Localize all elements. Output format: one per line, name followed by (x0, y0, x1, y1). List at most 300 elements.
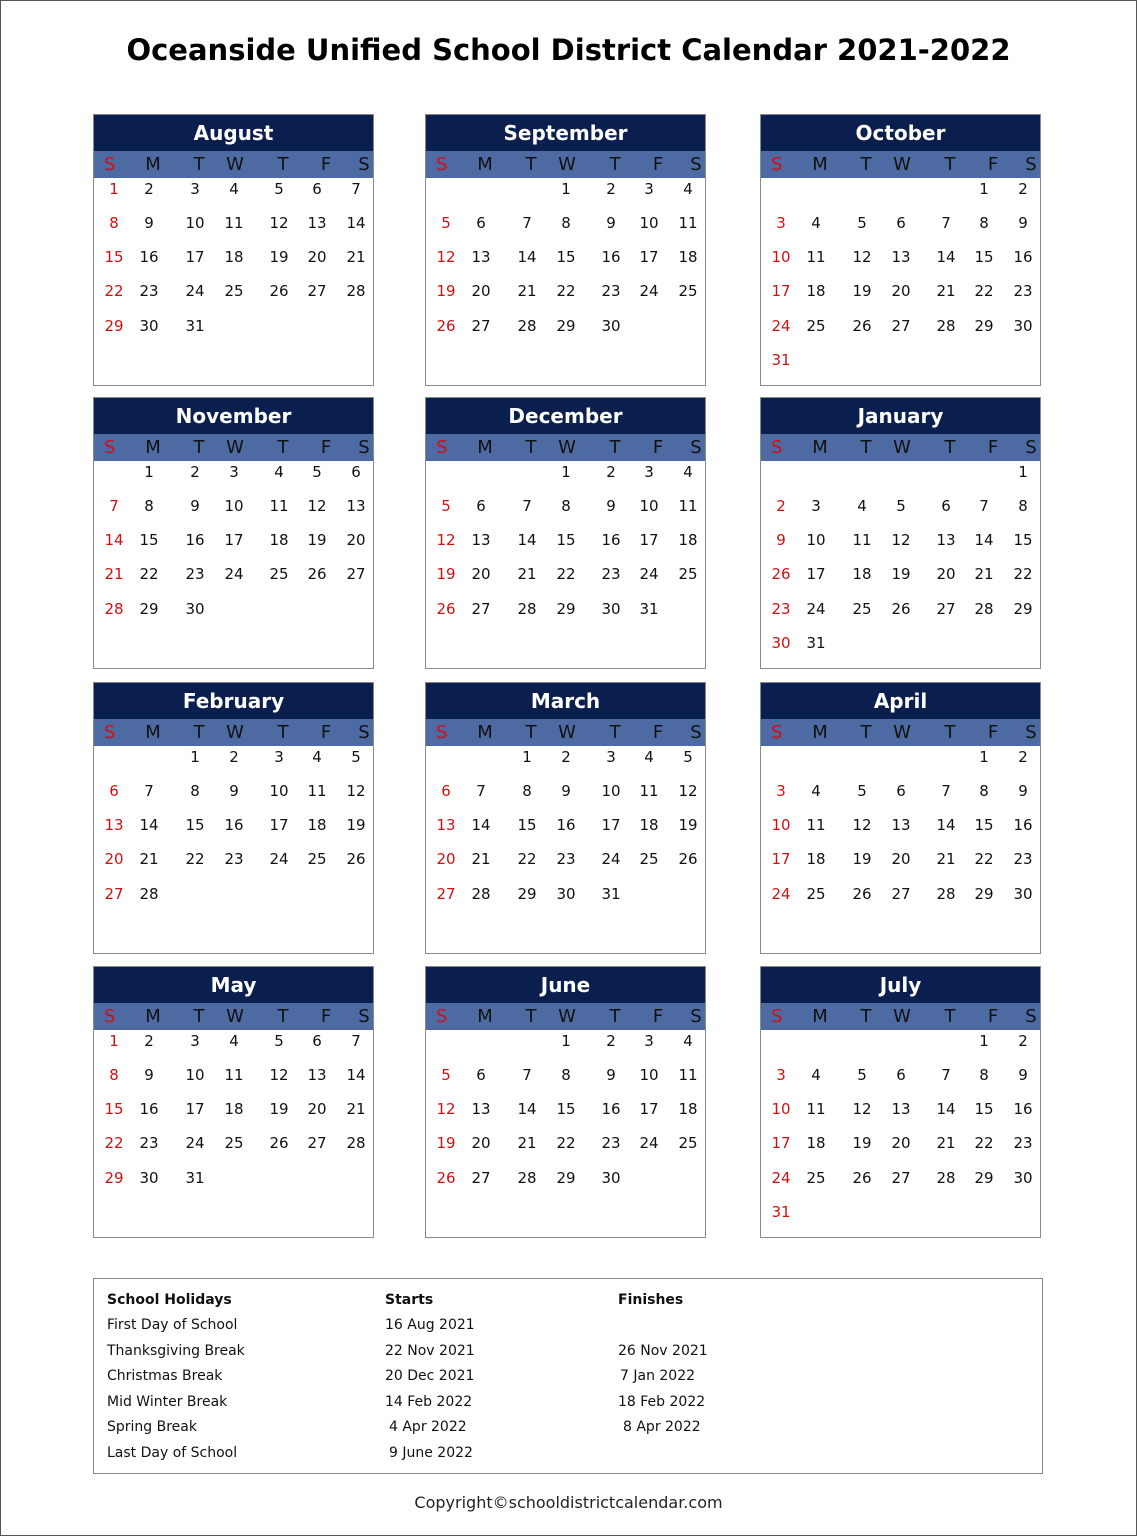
month-name: October (761, 115, 1040, 151)
weekday-label: W (226, 437, 244, 458)
day-cell: 30 (1013, 1169, 1033, 1187)
weekday-header-row (426, 1003, 705, 1030)
day-cell: 22 (139, 565, 159, 583)
day-cell: 7 (941, 1066, 951, 1084)
day-cell: 3 (274, 748, 284, 766)
day-cell: 22 (104, 1134, 124, 1152)
weekday-label: F (987, 722, 999, 743)
day-cell: 11 (269, 497, 289, 515)
holiday-start-date: 20 Dec 2021 (385, 1368, 475, 1385)
day-cell: 29 (556, 1169, 576, 1187)
day-cell: 18 (307, 816, 327, 834)
day-cell: 22 (517, 850, 537, 868)
day-cell: 10 (639, 214, 659, 232)
day-cell: 17 (601, 816, 621, 834)
weekday-label: T (193, 154, 205, 175)
day-cell: 30 (185, 600, 205, 618)
day-cell: 24 (185, 1134, 205, 1152)
day-cell: 28 (936, 885, 956, 903)
day-cell: 28 (104, 600, 124, 618)
weekday-label: M (477, 1006, 493, 1027)
day-cell: 20 (936, 565, 956, 583)
day-cell: 25 (806, 1169, 826, 1187)
day-cell: 1 (522, 748, 532, 766)
day-cell: 7 (109, 497, 119, 515)
month-name: March (426, 683, 705, 719)
weekday-label: S (436, 722, 448, 743)
weekday-header-row (761, 434, 1040, 461)
day-cell: 2 (190, 463, 200, 481)
day-cell: 1 (979, 1032, 989, 1050)
day-cell: 1 (109, 180, 119, 198)
day-cell: 29 (556, 600, 576, 618)
holiday-start-date: 9 June 2022 (389, 1445, 473, 1461)
holidays-table (93, 1278, 1043, 1474)
day-cell: 5 (351, 748, 361, 766)
day-cell: 23 (771, 600, 791, 618)
day-cell: 19 (852, 850, 872, 868)
day-cell: 24 (269, 850, 289, 868)
day-cell: 12 (852, 1100, 872, 1118)
day-cell: 5 (441, 214, 451, 232)
day-cell: 6 (441, 782, 451, 800)
day-cell: 14 (104, 531, 124, 549)
day-cell: 5 (683, 748, 693, 766)
day-cell: 2 (606, 463, 616, 481)
day-cell: 14 (936, 248, 956, 266)
weekday-label: T (860, 722, 872, 743)
day-cell: 2 (606, 180, 616, 198)
day-cell: 16 (1013, 248, 1033, 266)
day-cell: 6 (351, 463, 361, 481)
day-cell: 13 (471, 531, 491, 549)
weekday-label: T (609, 437, 621, 458)
day-cell: 24 (639, 1134, 659, 1152)
day-cell: 24 (639, 565, 659, 583)
day-cell: 13 (307, 214, 327, 232)
holiday-start-date: 16 Aug 2021 (385, 1317, 475, 1333)
day-cell: 26 (346, 850, 366, 868)
day-cell: 13 (891, 816, 911, 834)
day-cell: 19 (436, 565, 456, 583)
day-cell: 2 (1018, 748, 1028, 766)
day-cell: 19 (269, 248, 289, 266)
weekday-label: M (812, 154, 828, 175)
day-cell: 12 (346, 782, 366, 800)
weekday-label: W (893, 437, 911, 458)
day-cell: 15 (517, 816, 537, 834)
day-cell: 21 (517, 282, 537, 300)
day-cell: 7 (979, 497, 989, 515)
day-cell: 28 (346, 282, 366, 300)
day-cell: 20 (891, 1134, 911, 1152)
day-cell: 6 (476, 1066, 486, 1084)
day-cell: 2 (776, 497, 786, 515)
weekday-label: T (944, 722, 956, 743)
day-cell: 12 (436, 1100, 456, 1118)
day-cell: 3 (229, 463, 239, 481)
day-cell: 22 (974, 850, 994, 868)
weekday-label: T (944, 154, 956, 175)
day-cell: 20 (104, 850, 124, 868)
day-cell: 27 (471, 317, 491, 335)
weekday-label: S (690, 722, 702, 743)
day-cell: 13 (436, 816, 456, 834)
day-cell: 2 (1018, 180, 1028, 198)
day-cell: 31 (771, 351, 791, 369)
day-cell: 23 (601, 1134, 621, 1152)
day-cell: 12 (678, 782, 698, 800)
weekday-label: S (358, 1006, 370, 1027)
weekday-label: F (987, 1006, 999, 1027)
weekday-label: S (104, 437, 116, 458)
weekday-header-row (94, 1003, 373, 1030)
day-cell: 17 (185, 248, 205, 266)
holiday-finish-date: 18 Feb 2022 (618, 1393, 706, 1410)
day-cell: 14 (139, 816, 159, 834)
day-cell: 4 (312, 748, 322, 766)
day-cell: 20 (436, 850, 456, 868)
weekday-label: F (320, 154, 332, 175)
day-cell: 28 (936, 317, 956, 335)
day-cell: 16 (139, 248, 159, 266)
day-cell: 8 (144, 497, 154, 515)
day-cell: 27 (104, 885, 124, 903)
day-cell: 19 (852, 282, 872, 300)
day-cell: 7 (351, 180, 361, 198)
day-cell: 23 (601, 565, 621, 583)
day-cell: 6 (312, 1032, 322, 1050)
day-cell: 28 (346, 1134, 366, 1152)
day-cell: 13 (891, 1100, 911, 1118)
weekday-header-row (761, 151, 1040, 178)
day-cell: 21 (517, 565, 537, 583)
day-cell: 16 (1013, 816, 1033, 834)
day-cell: 23 (1013, 282, 1033, 300)
weekday-label: F (652, 722, 664, 743)
day-cell: 26 (307, 565, 327, 583)
day-cell: 15 (139, 531, 159, 549)
day-cell: 18 (224, 248, 244, 266)
day-cell: 25 (678, 565, 698, 583)
holiday-start-date: 14 Feb 2022 (385, 1393, 473, 1410)
holiday-finish-date: 26 Nov 2021 (618, 1342, 708, 1359)
day-cell: 26 (678, 850, 698, 868)
weekday-label: T (277, 1006, 289, 1027)
day-cell: 11 (224, 1066, 244, 1084)
day-cell: 26 (852, 885, 872, 903)
day-cell: 26 (891, 600, 911, 618)
day-cell: 31 (639, 600, 659, 618)
day-cell: 26 (436, 317, 456, 335)
day-cell: 9 (144, 1066, 154, 1084)
day-cell: 4 (274, 463, 284, 481)
day-cell: 6 (312, 180, 322, 198)
day-cell: 15 (1013, 531, 1033, 549)
day-cell: 25 (307, 850, 327, 868)
day-cell: 18 (678, 531, 698, 549)
day-cell: 9 (1018, 214, 1028, 232)
day-cell: 17 (185, 1100, 205, 1118)
day-cell: 30 (1013, 885, 1033, 903)
day-cell: 28 (471, 885, 491, 903)
day-cell: 4 (683, 463, 693, 481)
holiday-name: Spring Break (107, 1419, 197, 1436)
day-cell: 13 (936, 531, 956, 549)
day-cell: 1 (561, 463, 571, 481)
weekday-label: T (609, 1006, 621, 1027)
day-cell: 24 (601, 850, 621, 868)
day-cell: 20 (891, 850, 911, 868)
weekday-label: W (558, 154, 576, 175)
day-cell: 8 (561, 497, 571, 515)
day-cell: 15 (556, 248, 576, 266)
day-cell: 9 (1018, 782, 1028, 800)
day-cell: 27 (307, 282, 327, 300)
day-cell: 26 (269, 282, 289, 300)
weekday-label: F (652, 1006, 664, 1027)
day-cell: 11 (678, 1066, 698, 1084)
day-cell: 15 (104, 248, 124, 266)
day-cell: 27 (891, 317, 911, 335)
weekday-label: M (145, 722, 161, 743)
day-cell: 5 (312, 463, 322, 481)
day-cell: 7 (351, 1032, 361, 1050)
weekday-label: M (145, 1006, 161, 1027)
weekday-label: S (358, 437, 370, 458)
day-cell: 5 (857, 1066, 867, 1084)
day-cell: 1 (190, 748, 200, 766)
day-cell: 9 (144, 214, 154, 232)
day-cell: 27 (307, 1134, 327, 1152)
day-cell: 1 (979, 748, 989, 766)
day-cell: 31 (601, 885, 621, 903)
day-cell: 12 (852, 816, 872, 834)
day-cell: 12 (269, 1066, 289, 1084)
day-cell: 21 (104, 565, 124, 583)
day-cell: 15 (104, 1100, 124, 1118)
day-cell: 10 (185, 1066, 205, 1084)
day-cell: 24 (639, 282, 659, 300)
month-august (93, 114, 374, 386)
day-cell: 10 (601, 782, 621, 800)
day-cell: 5 (857, 214, 867, 232)
day-cell: 27 (891, 885, 911, 903)
day-cell: 21 (936, 282, 956, 300)
day-cell: 17 (771, 282, 791, 300)
day-cell: 19 (436, 1134, 456, 1152)
copyright-text: Copyright©schooldistrictcalendar.com (414, 1493, 723, 1512)
day-cell: 10 (806, 531, 826, 549)
weekday-label: F (652, 154, 664, 175)
day-cell: 14 (517, 1100, 537, 1118)
day-cell: 19 (307, 531, 327, 549)
day-cell: 1 (561, 1032, 571, 1050)
day-cell: 16 (224, 816, 244, 834)
weekday-header-row (426, 434, 705, 461)
day-cell: 10 (771, 1100, 791, 1118)
day-cell: 18 (224, 1100, 244, 1118)
weekday-label: F (320, 1006, 332, 1027)
day-cell: 18 (678, 1100, 698, 1118)
day-cell: 19 (346, 816, 366, 834)
weekday-label: T (525, 437, 537, 458)
weekday-label: W (558, 722, 576, 743)
day-cell: 28 (936, 1169, 956, 1187)
day-cell: 9 (1018, 1066, 1028, 1084)
day-cell: 11 (307, 782, 327, 800)
day-cell: 25 (806, 317, 826, 335)
day-cell: 8 (979, 214, 989, 232)
day-cell: 19 (678, 816, 698, 834)
weekday-label: T (193, 722, 205, 743)
day-cell: 22 (556, 282, 576, 300)
day-cell: 13 (471, 248, 491, 266)
day-cell: 29 (1013, 600, 1033, 618)
day-cell: 28 (974, 600, 994, 618)
weekday-label: S (1025, 154, 1037, 175)
day-cell: 24 (771, 317, 791, 335)
day-cell: 12 (269, 214, 289, 232)
day-cell: 27 (346, 565, 366, 583)
weekday-label: T (193, 1006, 205, 1027)
day-cell: 10 (224, 497, 244, 515)
day-cell: 31 (185, 317, 205, 335)
day-cell: 11 (678, 214, 698, 232)
day-cell: 21 (936, 1134, 956, 1152)
day-cell: 7 (522, 214, 532, 232)
day-cell: 18 (639, 816, 659, 834)
day-cell: 16 (185, 531, 205, 549)
day-cell: 19 (852, 1134, 872, 1152)
day-cell: 17 (771, 1134, 791, 1152)
day-cell: 21 (139, 850, 159, 868)
day-cell: 28 (517, 317, 537, 335)
day-cell: 12 (436, 248, 456, 266)
day-cell: 26 (771, 565, 791, 583)
day-cell: 8 (109, 1066, 119, 1084)
day-cell: 10 (269, 782, 289, 800)
weekday-label: S (358, 154, 370, 175)
day-cell: 22 (185, 850, 205, 868)
month-name: November (94, 398, 373, 434)
weekday-label: S (690, 1006, 702, 1027)
weekday-label: T (277, 437, 289, 458)
day-cell: 17 (771, 850, 791, 868)
weekday-label: S (436, 154, 448, 175)
day-cell: 5 (274, 180, 284, 198)
weekday-label: F (987, 437, 999, 458)
day-cell: 17 (639, 248, 659, 266)
month-december (425, 397, 706, 669)
day-cell: 1 (979, 180, 989, 198)
day-cell: 29 (139, 600, 159, 618)
day-cell: 31 (771, 1203, 791, 1221)
month-july (760, 966, 1041, 1238)
weekday-label: S (104, 1006, 116, 1027)
day-cell: 14 (974, 531, 994, 549)
weekday-label: S (436, 1006, 448, 1027)
holiday-finish-date: 7 Jan 2022 (620, 1368, 696, 1385)
day-cell: 17 (639, 1100, 659, 1118)
day-cell: 18 (852, 565, 872, 583)
day-cell: 19 (891, 565, 911, 583)
day-cell: 17 (224, 531, 244, 549)
weekday-label: M (477, 722, 493, 743)
day-cell: 1 (561, 180, 571, 198)
day-cell: 20 (307, 1100, 327, 1118)
day-cell: 3 (190, 1032, 200, 1050)
day-cell: 2 (1018, 1032, 1028, 1050)
day-cell: 20 (471, 282, 491, 300)
day-cell: 20 (471, 1134, 491, 1152)
weekday-label: W (558, 437, 576, 458)
weekday-label: S (1025, 1006, 1037, 1027)
day-cell: 29 (556, 317, 576, 335)
day-cell: 22 (556, 1134, 576, 1152)
weekday-label: M (812, 1006, 828, 1027)
day-cell: 24 (806, 600, 826, 618)
day-cell: 9 (606, 214, 616, 232)
day-cell: 23 (224, 850, 244, 868)
day-cell: 8 (561, 214, 571, 232)
day-cell: 29 (974, 1169, 994, 1187)
weekday-label: T (860, 1006, 872, 1027)
weekday-label: W (893, 154, 911, 175)
weekday-label: T (193, 437, 205, 458)
weekday-label: T (860, 154, 872, 175)
day-cell: 30 (771, 634, 791, 652)
weekday-label: M (812, 437, 828, 458)
day-cell: 10 (771, 816, 791, 834)
weekday-label: S (104, 722, 116, 743)
day-cell: 22 (556, 565, 576, 583)
day-cell: 4 (644, 748, 654, 766)
day-cell: 22 (974, 282, 994, 300)
day-cell: 19 (436, 282, 456, 300)
day-cell: 16 (601, 531, 621, 549)
day-cell: 10 (639, 497, 659, 515)
day-cell: 2 (561, 748, 571, 766)
weekday-label: W (226, 722, 244, 743)
day-cell: 6 (476, 497, 486, 515)
day-cell: 14 (936, 816, 956, 834)
day-cell: 21 (346, 248, 366, 266)
day-cell: 18 (806, 282, 826, 300)
day-cell: 2 (144, 1032, 154, 1050)
day-cell: 16 (601, 248, 621, 266)
day-cell: 24 (771, 885, 791, 903)
day-cell: 27 (936, 600, 956, 618)
weekday-header-row (426, 151, 705, 178)
day-cell: 25 (224, 282, 244, 300)
weekday-label: F (320, 437, 332, 458)
day-cell: 21 (974, 565, 994, 583)
month-november (93, 397, 374, 669)
holidays-header-name: School Holidays (107, 1292, 232, 1308)
weekday-label: S (690, 437, 702, 458)
day-cell: 6 (476, 214, 486, 232)
day-cell: 26 (852, 1169, 872, 1187)
day-cell: 10 (639, 1066, 659, 1084)
day-cell: 8 (979, 1066, 989, 1084)
day-cell: 30 (601, 317, 621, 335)
day-cell: 9 (190, 497, 200, 515)
day-cell: 2 (606, 1032, 616, 1050)
day-cell: 12 (436, 531, 456, 549)
month-name: December (426, 398, 705, 434)
day-cell: 4 (857, 497, 867, 515)
